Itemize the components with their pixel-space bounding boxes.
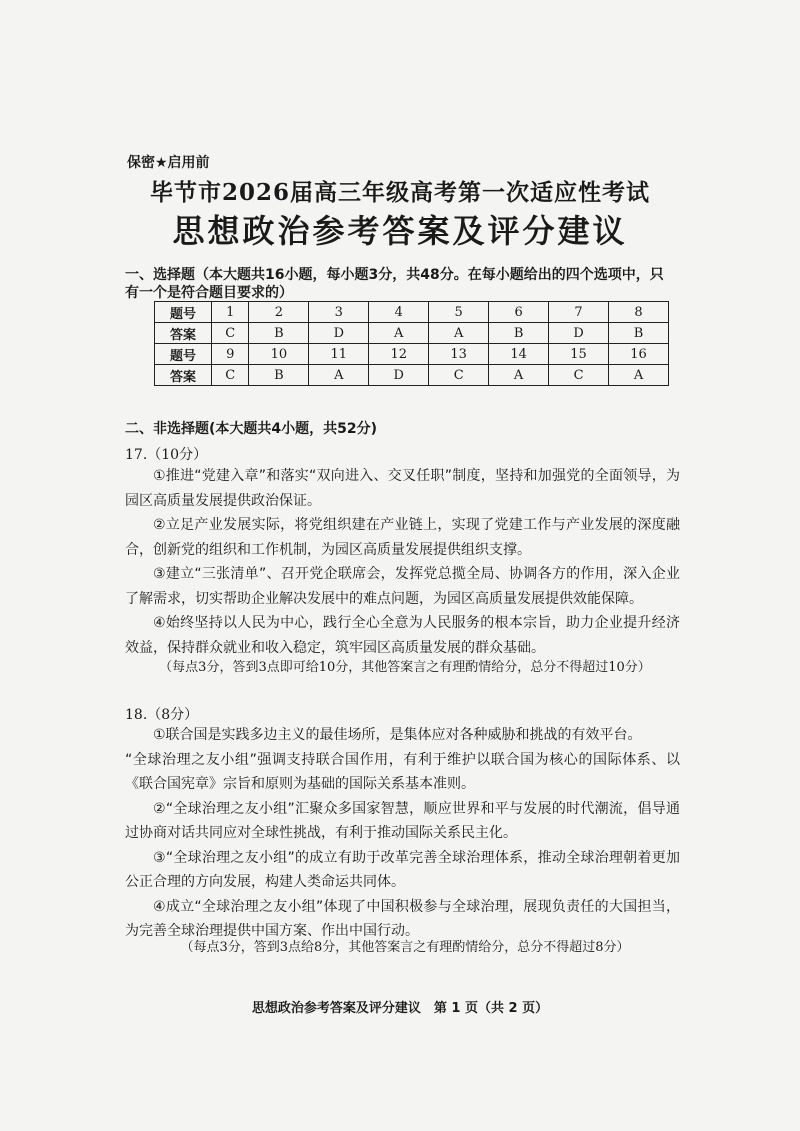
question-cell: 7: [549, 302, 609, 323]
question-cell: 13: [429, 344, 489, 365]
answer-cell: A: [609, 365, 669, 386]
answer-point: ①联合国是实践多边主义的最佳场所，是集体应对各种威胁和挑战的有效平台。: [153, 727, 642, 743]
answer-cell: C: [429, 365, 489, 386]
question18-answer: [125, 723, 680, 944]
question-cell: 9: [212, 344, 249, 365]
answer-cell: D: [549, 323, 609, 344]
question-cell: 15: [549, 344, 609, 365]
section1-heading-line1: 一、选择题（本大题共16小题，每小题3分，共48分。在每小题给出的四个选项中，只: [125, 267, 664, 283]
question-cell: 10: [249, 344, 309, 365]
table-row-questions-b: [155, 344, 669, 365]
exam-title: 毕节市2026届高三年级高考第一次适应性考试: [149, 179, 650, 206]
answer-cell: C: [212, 365, 249, 386]
question17-scoring-note: （每点3分，答到3点即可给10分，其他答案言之有理酌情给分，总分不得超过10分）: [159, 660, 651, 675]
confidential-mark: 保密★启用前: [127, 155, 210, 171]
question-cell: 4: [369, 302, 429, 323]
question-cell: 8: [609, 302, 669, 323]
answer-point: “全球治理之友小组”强调支持联合国作用，有利于维护以联合国为核心的国际体系、以《联合国宪章》宗旨和原则为基础的国际关系基本准则。: [125, 751, 680, 792]
answer-table: [154, 301, 669, 386]
answer-cell: D: [369, 365, 429, 386]
row-label-question: 题号: [155, 344, 212, 365]
answer-cell: B: [249, 323, 309, 344]
question-cell: 16: [609, 344, 669, 365]
row-label-answer: 答案: [155, 365, 212, 386]
answer-cell: A: [369, 323, 429, 344]
row-label-question: 题号: [155, 302, 212, 323]
answer-cell: C: [212, 323, 249, 344]
question-cell: 5: [429, 302, 489, 323]
answer-cell: B: [489, 323, 549, 344]
question17-number: 17.（10分）: [125, 447, 208, 463]
table-row-answers-a: [155, 323, 669, 344]
section1-heading-line2: 有一个是符合题目要求的）: [125, 285, 293, 301]
answer-point: ④成立“全球治理之友小组”体现了中国积极参与全球治理，展现负责任的大国担当，为完善全球治理提供中国方案、作出中国行动。: [125, 898, 680, 939]
question18-number: 18.（8分）: [125, 707, 199, 723]
question-cell: 14: [489, 344, 549, 365]
document-title: 思想政治参考答案及评分建议: [172, 212, 628, 250]
answer-cell: B: [249, 365, 309, 386]
answer-cell: B: [609, 323, 669, 344]
question-cell: 11: [309, 344, 369, 365]
answer-cell: C: [549, 365, 609, 386]
answer-cell: A: [489, 365, 549, 386]
answer-point: ①推进“党建入章”和落实“双向进入、交叉任职”制度，坚持和加强党的全面领导，为园区高质量发展提供政治保证。: [125, 468, 680, 509]
row-label-answer: 答案: [155, 323, 212, 344]
question-cell: 2: [249, 302, 309, 323]
section1-heading: [125, 266, 685, 302]
table-row-answers-b: [155, 365, 669, 386]
page-footer: 思想政治参考答案及评分建议 第 1 页（共 2 页）: [251, 1001, 549, 1016]
answer-point: ③“全球治理之友小组”的成立有助于改革完善全球治理体系，推动全球治理朝着更加公正合理的方向发展，构建人类命运共同体。: [125, 849, 680, 890]
question-cell: 6: [489, 302, 549, 323]
answer-point: ④始终坚持以人民为中心，践行全心全意为人民服务的根本宗旨，助力企业提升经济效益，保持群众就业和收入稳定，筑牢园区高质量发展的群众基础。: [125, 615, 680, 656]
question18-scoring-note: （每点3分，答到3点给8分，其他答案言之有理酌情给分，总分不得超过8分）: [180, 940, 630, 955]
table-row-questions-a: [155, 302, 669, 323]
section2-heading: 二、非选择题(本大题共4小题，共52分): [125, 421, 378, 437]
question17-answer: [125, 464, 680, 660]
question-cell: 12: [369, 344, 429, 365]
answer-cell: D: [309, 323, 369, 344]
answer-point: ②“全球治理之友小组”汇聚众多国家智慧，顺应世界和平与发展的时代潮流，倡导通过协商对话共同应对全球性挑战，有利于推动国际关系民主化。: [125, 800, 680, 841]
question-cell: 3: [309, 302, 369, 323]
question-cell: 1: [212, 302, 249, 323]
answer-point: ②立足产业发展实际，将党组织建在产业链上，实现了党建工作与产业发展的深度融合，创新党的组织和工作机制，为园区高质量发展提供组织支撑。: [125, 517, 680, 558]
answer-cell: A: [429, 323, 489, 344]
answer-point: ③建立“三张清单”、召开党企联席会，发挥党总揽全局、协调各方的作用，深入企业了解需求，切实帮助企业解决发展中的难点问题，为园区高质量发展提供效能保障。: [125, 566, 680, 607]
answer-cell: A: [309, 365, 369, 386]
